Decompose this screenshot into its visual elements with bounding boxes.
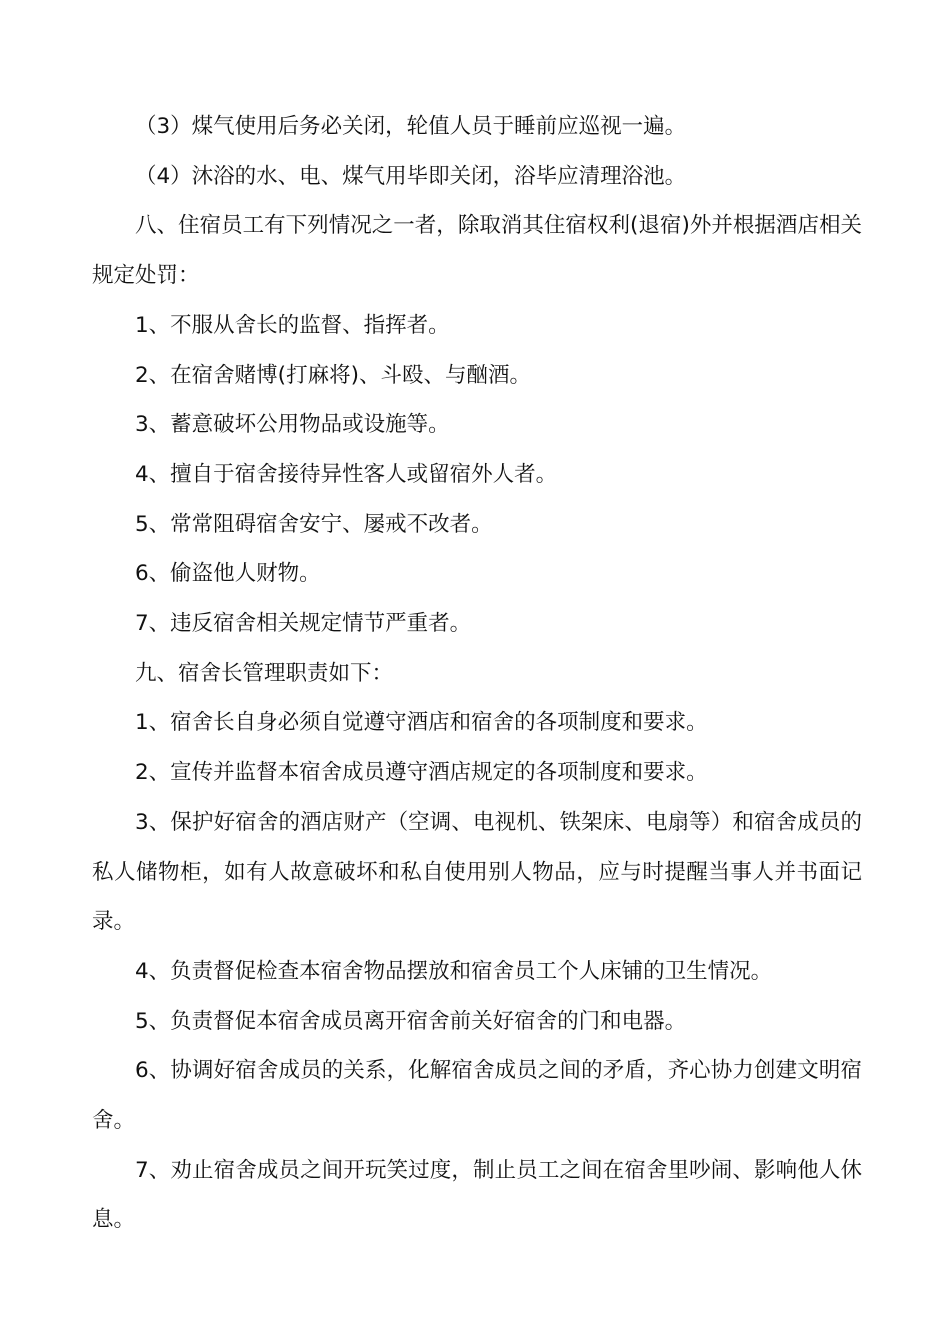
document-body <box>92 102 862 1245</box>
section-9-item-4: 4、负责督促检查本宿舍物品摆放和宿舍员工个人床铺的卫生情况。 <box>135 958 773 984</box>
section-9-item-1: 1、宿舍长自身必须自觉遵守酒店和宿舍的各项制度和要求。 <box>135 710 708 736</box>
gas-rule-paragraph: （3）煤气使用后务必关闭，轮值人员于睡前应巡视一遍。 <box>135 114 687 139</box>
section-9-item-7: 7、劝止宿舍成员之间开玩笑过度，制止员工之间在宿舍里吵闹、影响他人休息。 <box>92 1157 862 1233</box>
section-9-item-3: 3、保护好宿舍的酒店财产（空调、电视机、铁架床、电扇等）和宿舍成员的私人储物柜，如有人故意破坏和私自使用别人物品，应与时提醒当事人并书面记录。 <box>92 809 862 935</box>
section-9-item-2: 2、宣传并监督本宿舍成员遵守酒店规定的各项制度和要求。 <box>135 760 708 786</box>
section-8-item-1: 1、不服从舍长的监督、指挥者。 <box>135 312 450 338</box>
section-8-heading: 八、住宿员工有下列情况之一者，除取消其住宿权利(退宿)外并根据酒店相关规定处罚： <box>92 213 862 289</box>
section-8-item-2: 2、在宿舍赌博(打麻将)、斗殴、与酗酒。 <box>135 362 531 388</box>
section-8-item-3: 3、蓄意破坏公用物品或设施等。 <box>135 412 450 438</box>
section-8-item-4: 4、擅自于宿舍接待异性客人或留宿外人者。 <box>135 461 558 487</box>
section-9-heading: 九、宿舍长管理职责如下： <box>135 660 394 686</box>
section-8-item-6: 6、偷盗他人财物。 <box>135 561 321 587</box>
section-8-item-5: 5、常常阻碍宿舍安宁、屡戒不改者。 <box>135 511 493 537</box>
section-9-item-6: 6、协调好宿舍成员的关系，化解宿舍成员之间的矛盾，齐心协力创建文明宿舍。 <box>92 1058 862 1134</box>
section-9-item-5: 5、负责督促本宿舍成员离开宿舍前关好宿舍的门和电器。 <box>135 1008 687 1034</box>
section-8-item-7: 7、违反宿舍相关规定情节严重者。 <box>135 611 472 637</box>
bath-rule-paragraph: （4）沐浴的水、电、煤气用毕即关闭，浴毕应清理浴池。 <box>135 163 687 189</box>
